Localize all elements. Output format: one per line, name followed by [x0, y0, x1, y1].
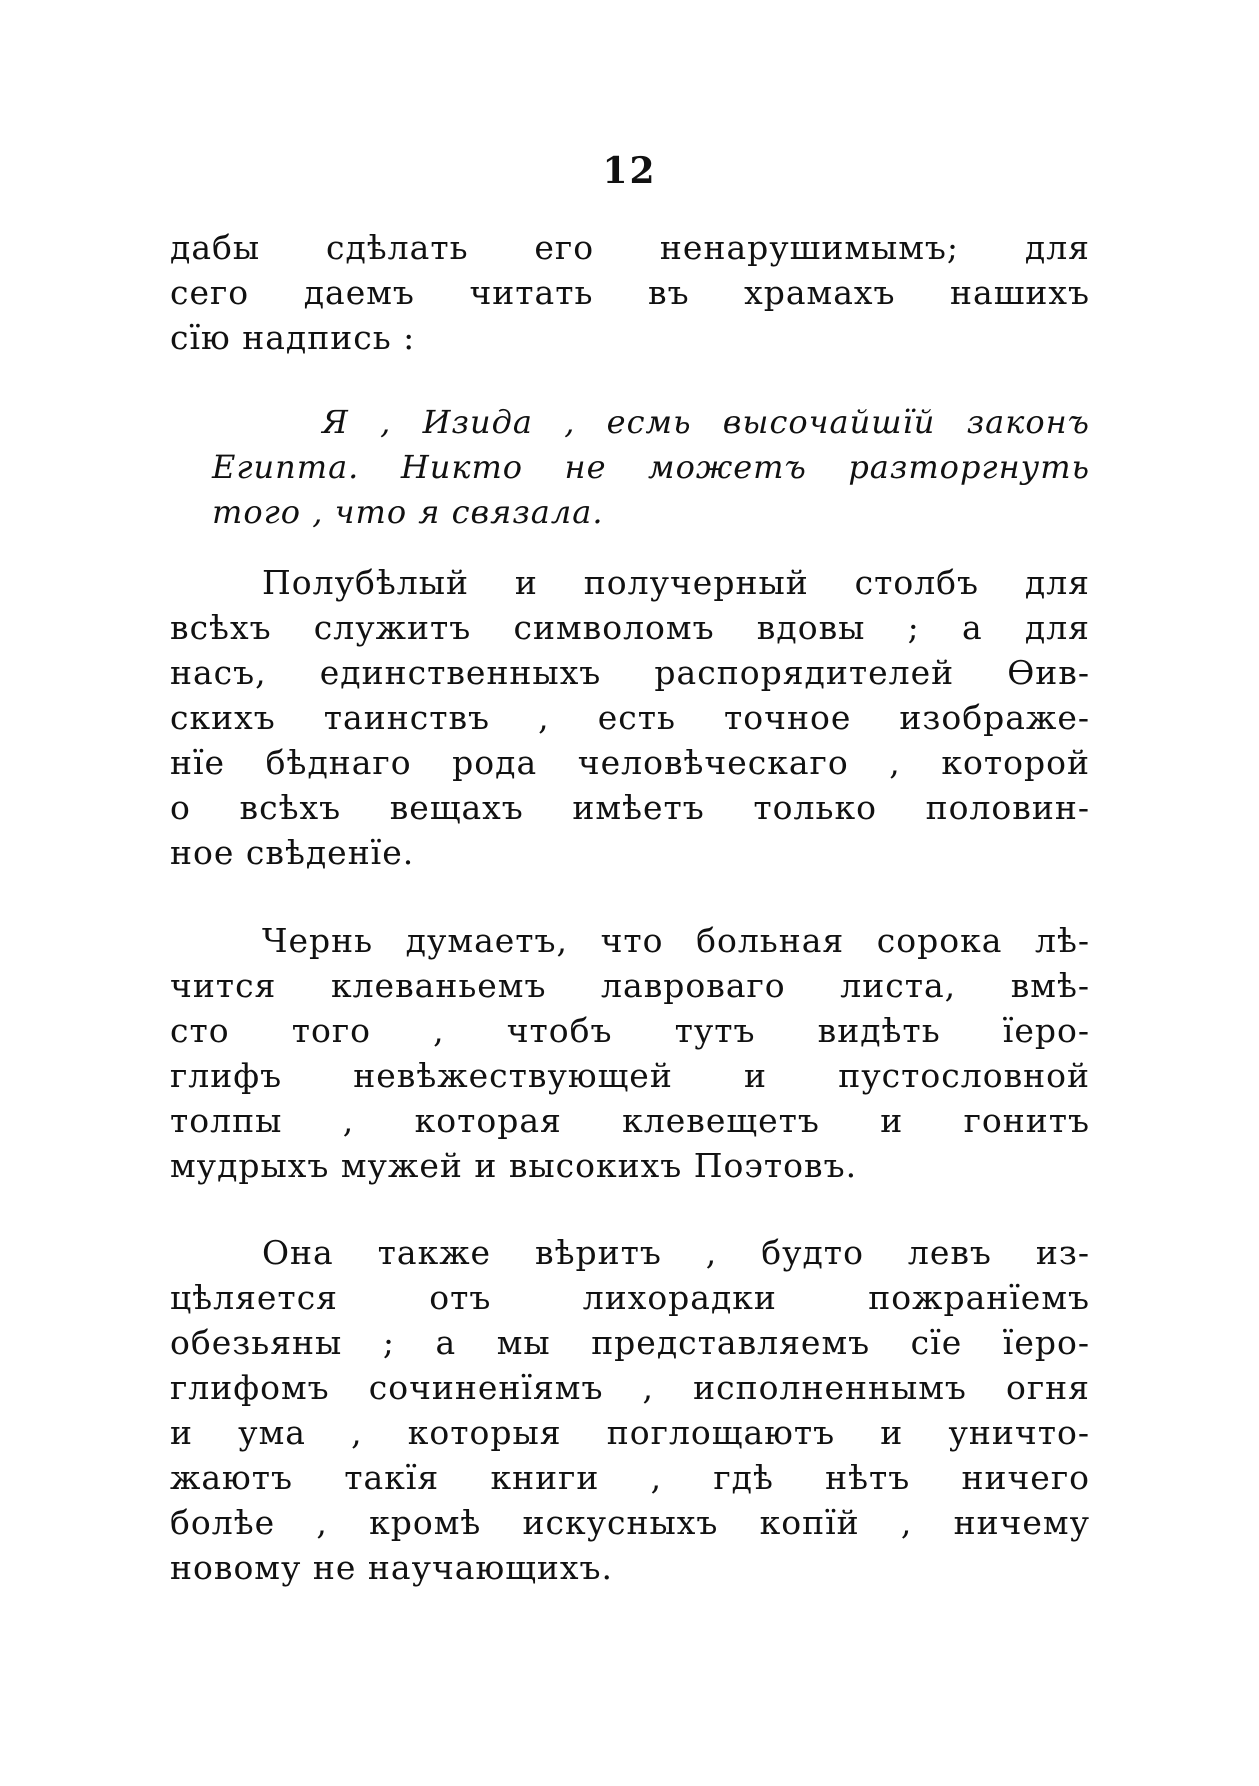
quote-line: того , что я связала.: [212, 493, 604, 531]
text-line: обезьяны ; а мы представляемъ сїе їеро-: [170, 1323, 1090, 1362]
text-line: новому не научающихъ.: [170, 1548, 613, 1587]
text-line: глифомъ сочиненїямъ , исполненнымъ огня: [170, 1368, 1090, 1407]
text-line: толпы , которая клевещетъ и гонитъ: [170, 1101, 1090, 1140]
paragraph-2: [170, 560, 1090, 875]
text-line: Полубѣлый и получерный столбъ для: [262, 563, 1090, 602]
text-line: о всѣхъ вещахъ имѣетъ только половин-: [170, 788, 1090, 827]
text-line: и ума , которыя поглощаютъ и уничто-: [170, 1413, 1090, 1452]
quote-line: Я , Изида , есмь высочайшїй законъ: [322, 403, 1090, 441]
text-line: жаютъ такїя книги , гдѣ нѣтъ ничего: [170, 1458, 1090, 1497]
paragraph-4: [170, 1230, 1090, 1590]
text-line: скихъ таинствъ , есть точное изображе-: [170, 698, 1090, 737]
page-number: 12: [602, 150, 657, 192]
text-line: нїе бѣднаго рода человѣческаго , которой: [170, 743, 1090, 782]
text-line: ное свѣденїе.: [170, 833, 415, 872]
text-line: сто того , чтобъ тутъ видѣть їеро-: [170, 1011, 1090, 1050]
text-line: болѣе , кромѣ искусныхъ копїй , ничему: [170, 1503, 1090, 1542]
text-line: Она также вѣритъ , будто левъ из-: [262, 1233, 1090, 1272]
paragraph-1: [170, 225, 1090, 360]
paragraph-3: [170, 918, 1090, 1188]
text-line: чится клеваньемъ лавроваго листа, вмѣ-: [170, 966, 1090, 1005]
text-line: мудрыхъ мужей и высокихъ Поэтовъ.: [170, 1146, 858, 1185]
text-line: Чернь думаетъ, что больная сорока лѣ-: [262, 921, 1090, 960]
text-line: сего даемъ читать въ храмахъ нашихъ: [170, 273, 1090, 312]
text-line: сїю надпись :: [170, 318, 416, 357]
text-line: всѣхъ служитъ символомъ вдовы ; а для: [170, 608, 1090, 647]
text-line: глифъ невѣжествующей и пустословной: [170, 1056, 1090, 1095]
text-line: цѣляется отъ лихорадки пожранїемъ: [170, 1278, 1090, 1317]
quote-line: Египта. Никто не можетъ разторгнуть: [212, 448, 1090, 486]
text-line: насъ, единственныхъ распорядителей Ѳив-: [170, 653, 1090, 692]
inscription-quote: [212, 400, 1090, 535]
text-line: дабы сдѣлать его ненарушимымъ; для: [170, 228, 1090, 267]
